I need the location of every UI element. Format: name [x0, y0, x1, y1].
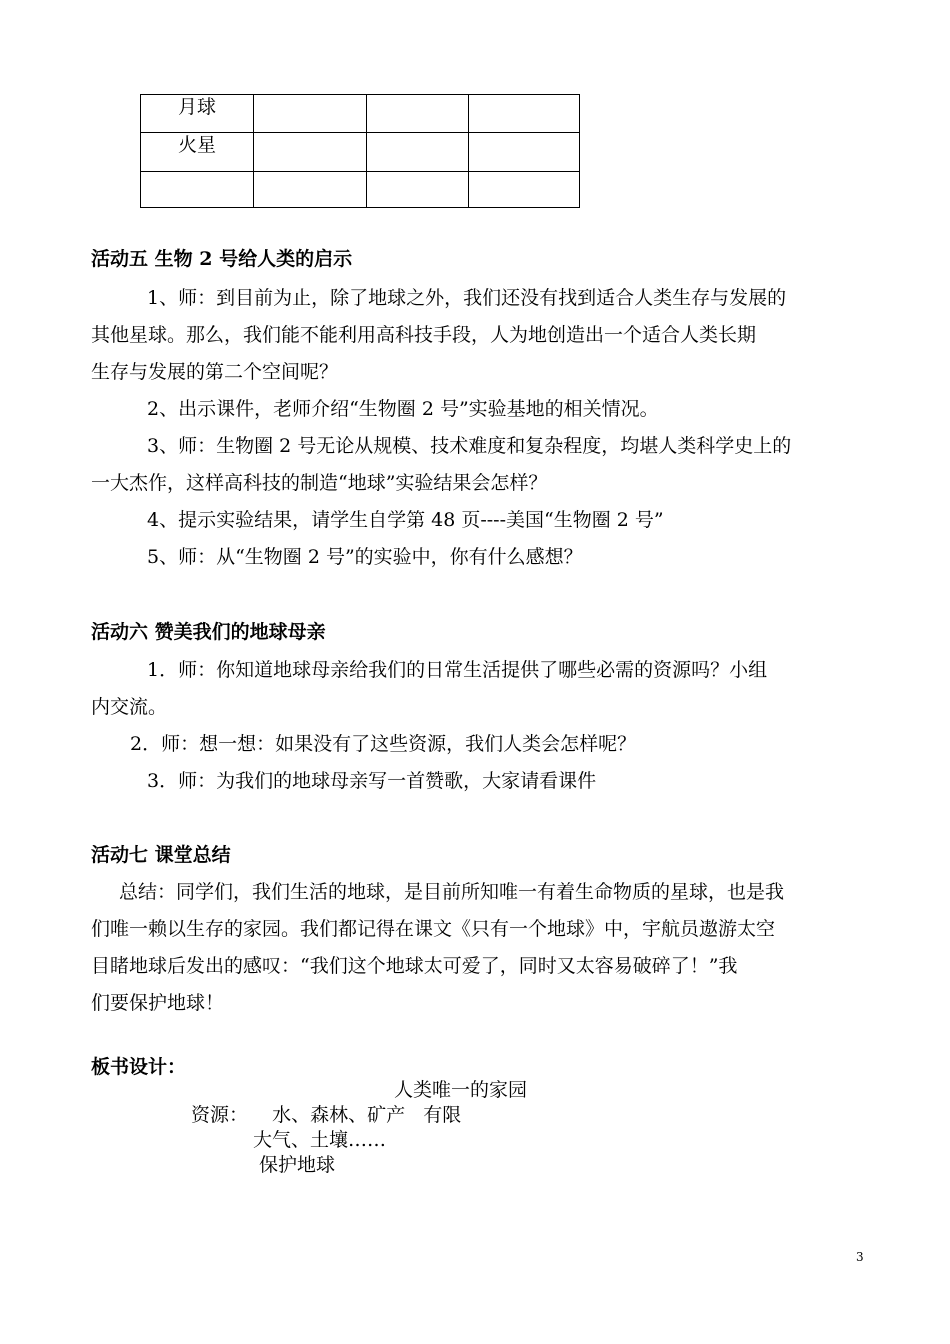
paragraph-line: 其他星球。那么，我们能不能利用高科技手段，人为地创造出一个适合人类长期 — [91, 324, 757, 346]
paragraph-line: 们要保护地球！ — [91, 992, 225, 1014]
board-line: 资源： 水、森林、矿产 有限 — [191, 1104, 462, 1126]
table-cell — [469, 95, 580, 133]
table-cell — [367, 133, 469, 172]
paragraph-line: 内交流。 — [91, 696, 168, 718]
paragraph-line: 3．师：为我们的地球母亲写一首赞歌，大家请看课件 — [147, 770, 597, 792]
page-number: 3 — [856, 1250, 864, 1264]
planet-table — [140, 94, 580, 208]
table-cell — [367, 95, 469, 133]
section6-heading: 活动六 赞美我们的地球母亲 — [91, 621, 326, 643]
table-cell: 火星 — [141, 133, 254, 172]
table-cell — [254, 133, 367, 172]
table-cell — [469, 172, 580, 208]
section7-heading: 活动七 课堂总结 — [91, 844, 231, 866]
table-row — [141, 133, 580, 172]
table-cell — [254, 172, 367, 208]
paragraph-line: 目睹地球后发出的感叹：“我们这个地球太可爱了，同时又太容易破碎了！”我 — [91, 955, 738, 977]
paragraph-line: 3、师：生物圈 2 号无论从规模、技术难度和复杂程度，均堪人类科学史上的 — [147, 435, 792, 457]
paragraph-line: 生存与发展的第二个空间呢？ — [91, 361, 339, 383]
paragraph-line: 2、出示课件，老师介绍“生物圈 2 号”实验基地的相关情况。 — [147, 398, 659, 420]
paragraph-line: 2．师：想一想：如果没有了这些资源，我们人类会怎样呢？ — [130, 733, 637, 755]
table-cell — [141, 172, 254, 208]
paragraph-line: 4、提示实验结果，请学生自学第 48 页----美国“生物圈 2 号” — [147, 509, 664, 531]
paragraph-line: 1、师：到目前为止，除了地球之外，我们还没有找到适合人类生存与发展的 — [147, 287, 787, 309]
paragraph-line: 总结：同学们，我们生活的地球，是目前所知唯一有着生命物质的星球，也是我 — [119, 881, 785, 903]
paragraph-line: 一大杰作，这样高科技的制造“地球”实验结果会怎样？ — [91, 472, 548, 494]
table-cell — [469, 133, 580, 172]
table-row — [141, 172, 580, 208]
section5-heading: 活动五 生物 2 号给人类的启示 — [91, 248, 353, 270]
table-cell — [367, 172, 469, 208]
paragraph-line: 5、师：从“生物圈 2 号”的实验中，你有什么感想？ — [147, 546, 583, 568]
table-cell — [254, 95, 367, 133]
board-line: 保护地球 — [259, 1154, 336, 1176]
table-row — [141, 95, 580, 133]
table-cell: 月球 — [141, 95, 254, 133]
paragraph-line: 们唯一赖以生存的家园。我们都记得在课文《只有一个地球》中，宇航员遨游太空 — [91, 918, 776, 940]
board-heading: 板书设计： — [91, 1056, 187, 1078]
board-line: 大气、土壤…… — [253, 1129, 387, 1151]
paragraph-line: 1．师：你知道地球母亲给我们的日常生活提供了哪些必需的资源吗？小组 — [147, 659, 768, 681]
board-title: 人类唯一的家园 — [394, 1079, 528, 1101]
